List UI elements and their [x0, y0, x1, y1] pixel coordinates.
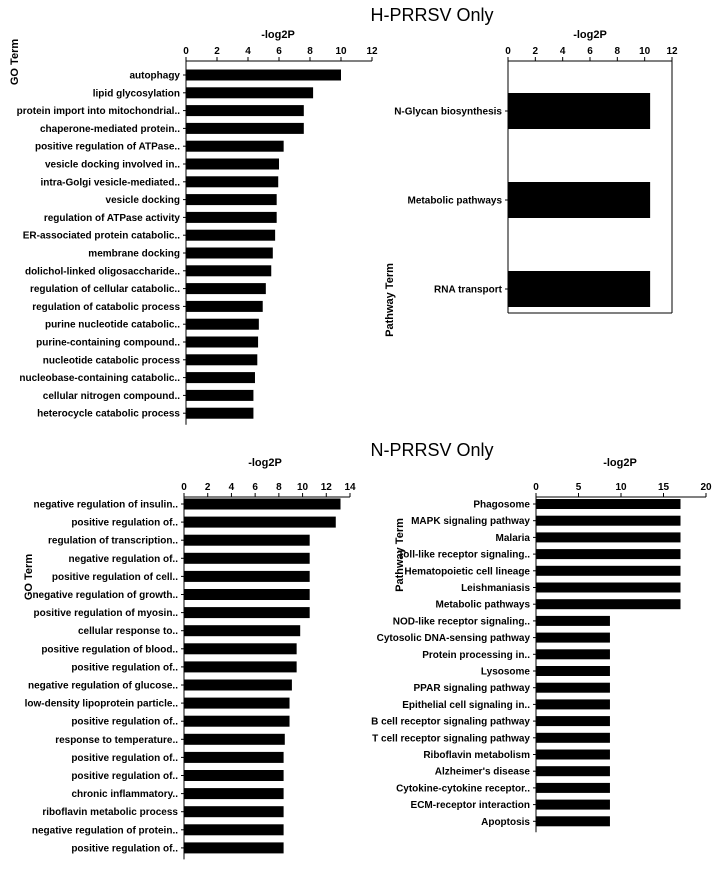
category-label: Apoptosis: [481, 816, 530, 828]
x-tick-label: 8: [276, 482, 282, 493]
bar: [186, 141, 284, 152]
bar: [536, 800, 610, 810]
x-tick-label: 4: [245, 46, 251, 57]
bar: [536, 616, 610, 626]
category-label: vesicle docking: [105, 195, 180, 207]
bar: [186, 70, 341, 81]
x-tick-label: 10: [335, 46, 347, 57]
bar: [184, 806, 284, 817]
category-label: regulation of catabolic process: [32, 301, 180, 313]
category-label: PPAR signaling pathway: [413, 683, 530, 695]
bar: [536, 766, 610, 776]
bar: [184, 698, 290, 709]
x-axis-title: -log2P: [248, 457, 282, 469]
category-label: N-Glycan biosynthesis: [394, 106, 502, 118]
category-label: autophagy: [129, 70, 180, 82]
bar: [184, 517, 336, 528]
x-tick-label: 8: [614, 46, 621, 57]
x-axis-title: -log2P: [603, 457, 637, 469]
category-label: cellular nitrogen compound..: [42, 390, 180, 402]
bar: [184, 680, 292, 691]
bar: [186, 283, 266, 294]
category-label: Leishmaniasis: [461, 583, 530, 594]
bar: [184, 571, 310, 582]
bar: [508, 182, 650, 218]
bar: [184, 553, 310, 564]
bar: [186, 230, 275, 241]
x-tick-label: 20: [700, 482, 712, 493]
bar: [536, 499, 681, 509]
category-label: riboflavin metabolic process: [42, 807, 178, 819]
x-tick-label: 12: [320, 482, 332, 493]
bar: [186, 372, 255, 383]
x-tick-label: 4: [228, 482, 235, 493]
bar: [184, 824, 284, 835]
bar: [184, 625, 300, 636]
bar: [186, 212, 277, 223]
top-section-title: H-PRRSV Only: [370, 5, 494, 25]
x-tick-label: 2: [214, 46, 220, 57]
category-label: ER-associated protein catabolic..: [22, 230, 180, 242]
bar: [186, 319, 259, 330]
bar: [536, 599, 681, 609]
category-label: B cell receptor signaling pathway: [371, 716, 530, 728]
bar: [536, 666, 610, 676]
bar: [184, 643, 297, 654]
bar: [184, 589, 310, 600]
category-label: Phagosome: [473, 499, 530, 511]
y-axis-title: Pathway Term: [384, 263, 396, 337]
category-label: RNA transport: [434, 284, 502, 296]
x-tick-label: 15: [657, 482, 670, 493]
bar: [186, 265, 271, 276]
n-prrsv-pathway-term-chart: [371, 457, 712, 832]
category-label: regulation of transcription..: [47, 535, 178, 547]
category-label: cellular response to..: [77, 626, 178, 638]
x-tick-label: 4: [559, 46, 566, 57]
category-label: positive regulation of..: [71, 662, 178, 674]
category-label: heterocycle catabolic process: [37, 408, 180, 420]
category-label: positive regulation of..: [71, 752, 178, 764]
category-label: protein import into mitochondrial..: [16, 106, 180, 118]
bar: [536, 633, 610, 643]
bar: [536, 783, 610, 793]
category-label: dolichol-linked oligosaccharide..: [24, 266, 180, 278]
category-label: chronic inflammatory..: [71, 789, 178, 801]
category-label: chaperone-mediated protein..: [39, 123, 180, 135]
category-label: lipid glycosylation: [92, 88, 180, 100]
category-label: NOD-like receptor signaling..: [392, 616, 530, 628]
category-label: low-density lipoprotein particle..: [24, 698, 178, 710]
x-tick-label: 6: [587, 46, 593, 57]
bar: [536, 683, 610, 693]
bar: [508, 271, 650, 307]
category-label: positive regulation of..: [71, 771, 178, 782]
bar: [536, 649, 610, 659]
bar: [186, 301, 263, 312]
category-label: regulation of ATPase activity: [43, 212, 180, 224]
x-tick-label: 10: [639, 46, 651, 57]
bar: [186, 337, 258, 348]
category-label: Cytosolic DNA-sensing pathway: [376, 633, 530, 645]
y-axis-title: GO Term: [9, 38, 21, 86]
x-tick-label: 0: [533, 482, 539, 493]
category-label: Toll-like receptor signaling..: [397, 549, 530, 561]
x-tick-label: 0: [181, 482, 187, 493]
h-prrsv-pathway-term-chart: [384, 29, 678, 337]
x-tick-label: 6: [252, 482, 258, 493]
bar: [186, 176, 278, 187]
bar: [186, 87, 313, 98]
category-label: membrane docking: [88, 248, 180, 260]
bar: [536, 716, 610, 726]
category-label: MAPK signaling pathway: [411, 516, 530, 528]
category-label: negative regulation of growth..: [32, 590, 178, 601]
bar: [184, 661, 297, 672]
bar: [508, 93, 650, 129]
bar: [186, 354, 257, 365]
category-label: negative regulation of protein..: [31, 825, 178, 837]
x-tick-label: 6: [276, 46, 282, 57]
category-label: Protein processing in..: [422, 649, 530, 661]
h-prrsv-go-term-chart: [9, 29, 378, 425]
bar: [184, 752, 284, 763]
category-label: positive regulation of myosin..: [33, 608, 178, 620]
category-label: positive regulation of..: [71, 517, 178, 529]
bar: [186, 194, 277, 205]
bar: [186, 159, 279, 170]
y-axis-title: Pathway Term: [394, 518, 406, 592]
bar: [186, 390, 253, 401]
category-label: nucleotide catabolic process: [42, 355, 180, 367]
category-label: positive regulation of cell..: [51, 571, 178, 583]
bar: [184, 734, 285, 745]
x-tick-label: 14: [344, 482, 356, 493]
x-tick-label: 2: [532, 46, 539, 57]
category-label: negative regulation of..: [68, 553, 178, 565]
category-label: positive regulation of..: [71, 716, 178, 728]
bar: [184, 770, 284, 781]
category-label: Hematopoietic cell lineage: [404, 566, 530, 578]
category-label: Alzheimer's disease: [434, 766, 530, 778]
category-label: Cytokine-cytokine receptor..: [396, 783, 530, 795]
category-label: Metabolic pathways: [435, 599, 530, 611]
bar: [536, 699, 610, 709]
bar: [536, 733, 610, 743]
category-label: positive regulation of ATPase..: [34, 141, 180, 153]
category-label: Lysosome: [480, 666, 530, 678]
bar: [184, 842, 284, 853]
bar: [536, 549, 681, 559]
bar: [186, 105, 304, 116]
category-label: Metabolic pathways: [407, 195, 502, 207]
category-label: T cell receptor signaling pathway: [372, 733, 530, 745]
x-tick-label: 12: [366, 46, 378, 57]
x-tick-label: 0: [505, 46, 511, 57]
x-tick-label: 10: [297, 482, 309, 493]
category-label: Epithelial cell signaling in..: [402, 699, 530, 711]
bar: [536, 566, 681, 576]
bar: [536, 516, 681, 526]
category-label: positive regulation of..: [71, 843, 178, 855]
bar: [184, 535, 310, 546]
bar: [536, 750, 610, 760]
category-label: nucleobase-containing catabolic..: [19, 373, 180, 385]
bar: [184, 716, 290, 727]
bottom-section-title: N-PRRSV Only: [370, 440, 494, 460]
x-tick-label: 12: [666, 46, 678, 57]
x-tick-label: 8: [307, 46, 313, 57]
category-label: Malaria: [495, 532, 530, 544]
category-label: positive regulation of blood..: [41, 644, 178, 656]
bar: [536, 583, 681, 593]
x-tick-label: 2: [204, 482, 211, 493]
category-label: purine-containing compound..: [36, 337, 180, 349]
bar: [186, 123, 304, 134]
category-label: regulation of cellular catabolic..: [29, 284, 180, 296]
category-label: negative regulation of insulin..: [33, 499, 178, 511]
category-label: intra-Golgi vesicle-mediated..: [40, 177, 180, 189]
bar: [184, 788, 284, 799]
category-label: ECM-receptor interaction: [410, 800, 530, 812]
x-axis-title: -log2P: [573, 29, 607, 41]
x-tick-label: 10: [615, 482, 627, 493]
category-label: vesicle docking involved in..: [44, 159, 180, 171]
n-prrsv-go-term-chart: [23, 457, 356, 859]
bar: [186, 408, 253, 419]
category-label: purine nucleotide catabolic..: [44, 319, 180, 331]
bar: [186, 248, 273, 259]
bar: [536, 532, 681, 542]
category-label: response to temperature..: [55, 734, 178, 746]
category-label: negative regulation of glucose..: [27, 680, 178, 692]
bar: [184, 499, 341, 510]
y-axis-title: GO Term: [23, 553, 35, 601]
category-label: Riboflavin metabolism: [423, 750, 530, 761]
bar: [184, 607, 310, 618]
x-axis-title: -log2P: [261, 29, 295, 41]
x-tick-label: 0: [183, 46, 189, 57]
x-tick-label: 5: [575, 482, 582, 493]
bar: [536, 816, 610, 826]
